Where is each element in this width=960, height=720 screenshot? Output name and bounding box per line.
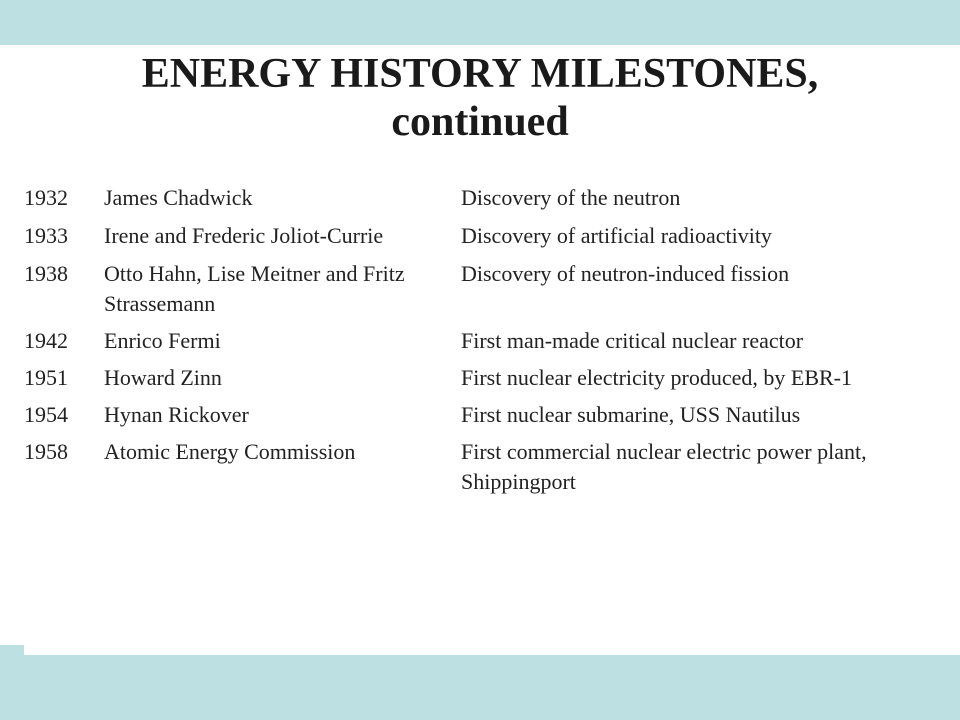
milestone-year: 1958	[24, 439, 68, 464]
bottom-accent-notch	[0, 645, 24, 655]
milestone-event: First nuclear electricity produced, by EBR-1	[461, 365, 852, 390]
milestone-event: Discovery of the neutron	[461, 185, 681, 210]
milestone-year: 1954	[24, 402, 68, 427]
milestone-year: 1933	[24, 223, 68, 248]
slide-title	[0, 50, 960, 146]
milestone-row-1954	[24, 400, 954, 437]
bottom-accent-band	[0, 655, 960, 720]
milestone-person: Hynan Rickover	[104, 402, 249, 427]
milestone-row-1932	[24, 183, 954, 221]
left-accent-strip	[0, 40, 24, 45]
milestone-person: Howard Zinn	[104, 365, 222, 390]
milestones-table	[24, 183, 954, 504]
milestone-row-1942	[24, 326, 954, 363]
milestone-person: James Chadwick	[104, 185, 253, 210]
milestone-year: 1951	[24, 365, 68, 390]
milestone-event: Discovery of artificial radioactivity	[461, 223, 772, 248]
milestone-year: 1938	[24, 261, 68, 286]
milestone-event: First man-made critical nuclear reactor	[461, 328, 804, 353]
milestone-row-1958	[24, 437, 954, 504]
milestone-event: First commercial nuclear electric power plant, Shippingport	[461, 439, 867, 494]
slide-title-line-2: continued	[391, 99, 569, 145]
milestone-row-1933	[24, 221, 954, 259]
milestone-person: Atomic Energy Commission	[104, 439, 356, 464]
slide-title-line-1: ENERGY HISTORY MILESTONES,	[141, 51, 819, 97]
milestone-person: Otto Hahn, Lise Meitner and Fritz Strassemann	[104, 261, 405, 316]
milestone-person: Enrico Fermi	[104, 328, 221, 353]
top-accent-band	[0, 0, 960, 45]
milestone-event: Discovery of neutron-induced fission	[461, 261, 790, 286]
milestone-year: 1942	[24, 328, 68, 353]
milestone-row-1951	[24, 363, 954, 400]
milestone-row-1938	[24, 259, 954, 326]
milestone-year: 1932	[24, 185, 68, 210]
milestone-event: First nuclear submarine, USS Nautilus	[461, 402, 801, 427]
milestone-person: Irene and Frederic Joliot-Currie	[104, 223, 384, 248]
